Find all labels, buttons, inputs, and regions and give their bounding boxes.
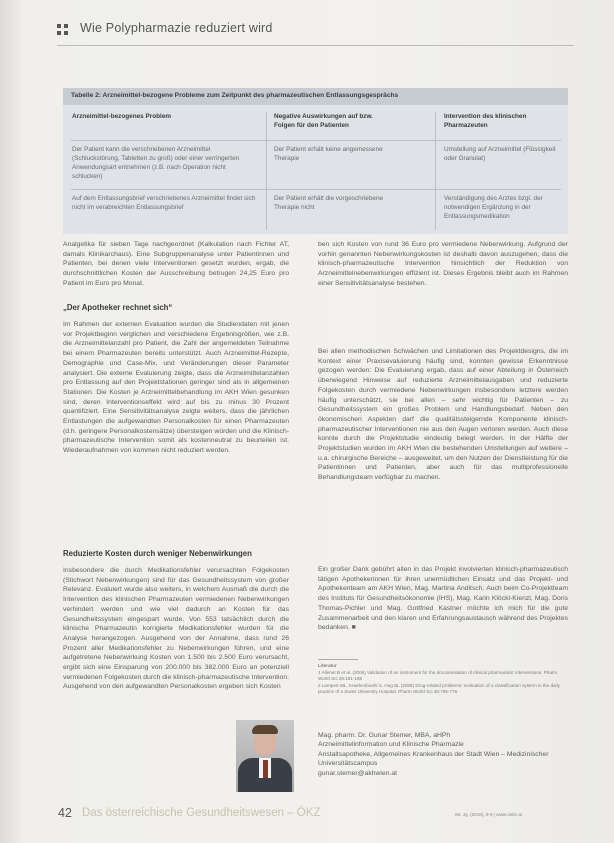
body-paragraph: ben sich Kosten von rund 36 Euro pro vermiedene Nebenwirkung. Aufgrund der vorhin genannten Nebenwirkungskosten ist deshalb davon auszugehen, dass die klinisch-pharmazeutische Intervention hinsichtlich der Reduktion von Arzneimittelnebenwirkungen effizient ist. Dieses Ergebnis bleibt auch im Rahmen einer Sensitivitätsanalyse bestehen. <box>318 241 568 287</box>
references-divider <box>318 659 358 660</box>
header-divider <box>57 45 574 46</box>
publication-name: Das österreichische Gesundheitswesen – ÖKZ <box>82 807 321 819</box>
issue-info: 59. Jg. (2018), 8-9 | www.oekz.at <box>455 812 523 817</box>
intro-paragraph: Analgetika für sieben Tage nachgeordnet (Kalkulation nach Fichter AT, damals Klinikarchaus). Eine Subgruppenanalyse unter Patientinnen und Patienten, bei denen viele Interventionen gesetzt wurden, ergab, die durchschnittlichen Kosten der Ausschreibung betrugen 24,25 Euro pro Patient im Euro pro Monat. <box>63 241 289 287</box>
acknowledgement-paragraph: Ein großer Dank gebührt allen in das Projekt involvierten klinisch-pharmazeutisch tätigen Apothekerinnen für ihren unermüdlichen Einsatz und das Projekt- und Apothekenteam am AKH Wien, Mag. Martina Anditsch. Auch beim Co-Projektteam des Instituts für Gesundheitsökonomie (IHS), Mag. Karin Klöckl-Kienzl, Mag. Doris Thomas-Pichler und Mag. Gottfried Kastner möchte ich mich für die gute Zusammenarbeit und den klaren und Erfahrungsaustausch während des Projektes bedanken. ■ <box>318 566 568 632</box>
table-header-cell: Arzneimittel-bezogenes Problem <box>72 113 172 120</box>
problems-table <box>63 88 568 234</box>
subheading: Reduzierte Kosten durch weniger Nebenwirkungen <box>63 549 252 558</box>
body-paragraph: Bei allen methodischen Schwächen und Limitationen des Projektdesigns, die im Kontext einer Praxisevaluierung häufig sind, konnten gewisse Erkenntnisse gezogen werden: Die Evaluierung ergab, dass auf einer Abteilung in Österreich überwiegend Hinweise auf reduzierte Arzneimittelausgaben und reduzierte Folgekosten durch vermiedene Nebenwirkungen insbesondere letztere werden häufig unterschätzt, sie bei allen – sehr wichtig für Patienten – zu Gesundheitssystem ein großes Problem und Handlungsbedarf. Neben den ökonomischen Aspekten darf die qualitätssteigernde Komponente klinisch-pharmazeutischer Interventionen nie aus den Augen verloren werden. Auch diese konnte durch die Projektstudie eindeutig belegt werden. In der Hälfte der Projektstudien wurden im AKH Wien die bestehenden Umstellungen auf weitere – u.a. chirurgische Bereiche – ausgeweitet, um den Nutzen der Dienstleistung für die Patientinnen und Patienten, aber auch für das multiprofessionelle Behandlungsteam verfügbar zu machen. <box>318 348 568 482</box>
page-number: 42 <box>58 806 72 820</box>
section-title: Wie Polypharmazie reduziert wird <box>80 21 273 35</box>
table-row <box>63 194 568 230</box>
author-info: Mag. pharm. Dr. Gunar Stemer, MBA, aHPh Arzneimittelinformation und Klinische Pharmazie Anstaltsapotheke, Allgemeines Krankenhaus der Stadt Wien – Medizinischer Universitätscampus gunar.stemer@akhwien.at <box>318 732 549 777</box>
table-cell: Der Patient kann die verschriebenen Arzneimittel (Schluckstörung, Tabletten zu groß) oder einer verringerten Anwendungsart entnehmen (z.B. nach Operation nicht schlucken) <box>72 146 240 180</box>
subheading: „Der Apotheker rechnet sich“ <box>63 303 173 312</box>
table-header-row <box>63 112 568 142</box>
references-list: 1 Allenet B et al. (2006) Validation of an instrument for the documentation of clinical pharmacists’ interventions. Pharm World Sci 28:181-188 2 Lampert ML, Kraehenbuehl S, Hug BL (2008) Drug-related problems: evaluation of a classification system in the daily practice of a Swiss University Hospital. Pharm World Sci 30:768-776 <box>318 669 560 695</box>
table-header-cell: Intervention des klinischen Pharmazeuten <box>444 113 527 129</box>
table-divider <box>71 189 561 190</box>
table-cell: Auf dem Entlassungsbrief verschriebenes Arzneimittel findet sich nicht im verabreichten Entlassungsbrief <box>72 195 256 211</box>
table-column-divider <box>266 112 267 230</box>
table-caption: Tabelle 2: Arzneimittel-bezogene Probleme zum Zeitpunkt des pharmazeutischen Entlassungsgesprächs <box>63 88 568 105</box>
table-cell: Verständigung des Arztes bzgl. der notwendigen Ergänzung in der Entlassungsmedikation <box>444 195 543 220</box>
table-row <box>63 145 568 185</box>
table-header-cell: Negative Auswirkungen auf bzw. Folgen für den Patienten <box>274 113 373 129</box>
body-paragraph: Insbesondere die durch Medikationsfehler verursachten Folgekosten (Stichwort Nebenwirkungen) sind für das Gesundheitssystem von großer Relevanz. Evaluiert wurde also weiters, in welchem Ausmaß die durch die Intervention des klinischen Pharmazeuten vermiedenen Nebenwirkungen verhindert werden und wie viel dadurch an Kosten für das Gesundheitssystem eingespart wurde. Von 553 tatsächlich durch die klinische Pharmazeutin korrigierte Medikationsfehler wurden für die Analyse herangezogen. Ausgehend von der Annahme, dass rund 26 Prozent aller Medikationsfehler zu Nebenwirkungen führen, und eine aufgetretene Nebenwirkung Kosten von 1.500 bis 2.500 Euro verursacht, ergibt sich eine Einsparung von 200.000 bis 382.000 Euro an potenziell vermiedenen Folgekosten durch die klinisch-pharmazeutische Intervention. Ausgehend von den aufgewandten Personalkosten ergeben sich Kosten <box>63 567 289 691</box>
grid-dots-icon <box>57 24 69 36</box>
author-photo <box>236 720 294 792</box>
table-cell: Der Patient erhält die vorgeschriebene Therapie nicht <box>274 195 384 211</box>
table-cell: Umstellung auf Arzneimittel (Flüssigkeit oder Granulat) <box>444 146 556 162</box>
table-divider <box>71 140 561 141</box>
table-cell: Der Patient erhält keine angemessene Therapie <box>274 146 383 162</box>
references <box>318 663 568 696</box>
table-column-divider <box>435 112 436 230</box>
references-label: Literatur <box>318 663 337 668</box>
body-paragraph: Im Rahmen der externen Evaluation wurden die Studiendaten mit jenen vor Projektbeginn verglichen und verschiedene Ergebnisgrößen, wie z.B. die Arzneimittelanzahl pro Patient, die Zahl der angemeldeten Teilnahme bei einem Pharmazeuten bereits unterstützt. Auch Arzneimittel-Rezepte, Demographie und Case-Mix, und Veränderungen dieser Parameter analysiert. Die externe Evaluierung zeigte, dass die Arzneimittelanzahlen pro Entlassung auf den Projektstationen geringer sind als in allgemeinen Stationen. Die Kosten je Arzneimittelbehandlung im AKH Wien gesunken sind, deren Interventionseffekt wird auf bis zu minus 30 Prozent quantifiziert. Eine Sensitivitätsanalyse zeigte weiters, dass die jährlichen Entlastungen die aufgewandten Personalkosten für einen Pharmazeuten (d.h. geringere Personalkostensätze) übersteigen würden und die Klinisch-pharmazeutische Intervention somit als kostenneutral zu beurteilen ist. Wiederaufnahmen von kommen nicht reduziert werden. <box>63 321 289 455</box>
